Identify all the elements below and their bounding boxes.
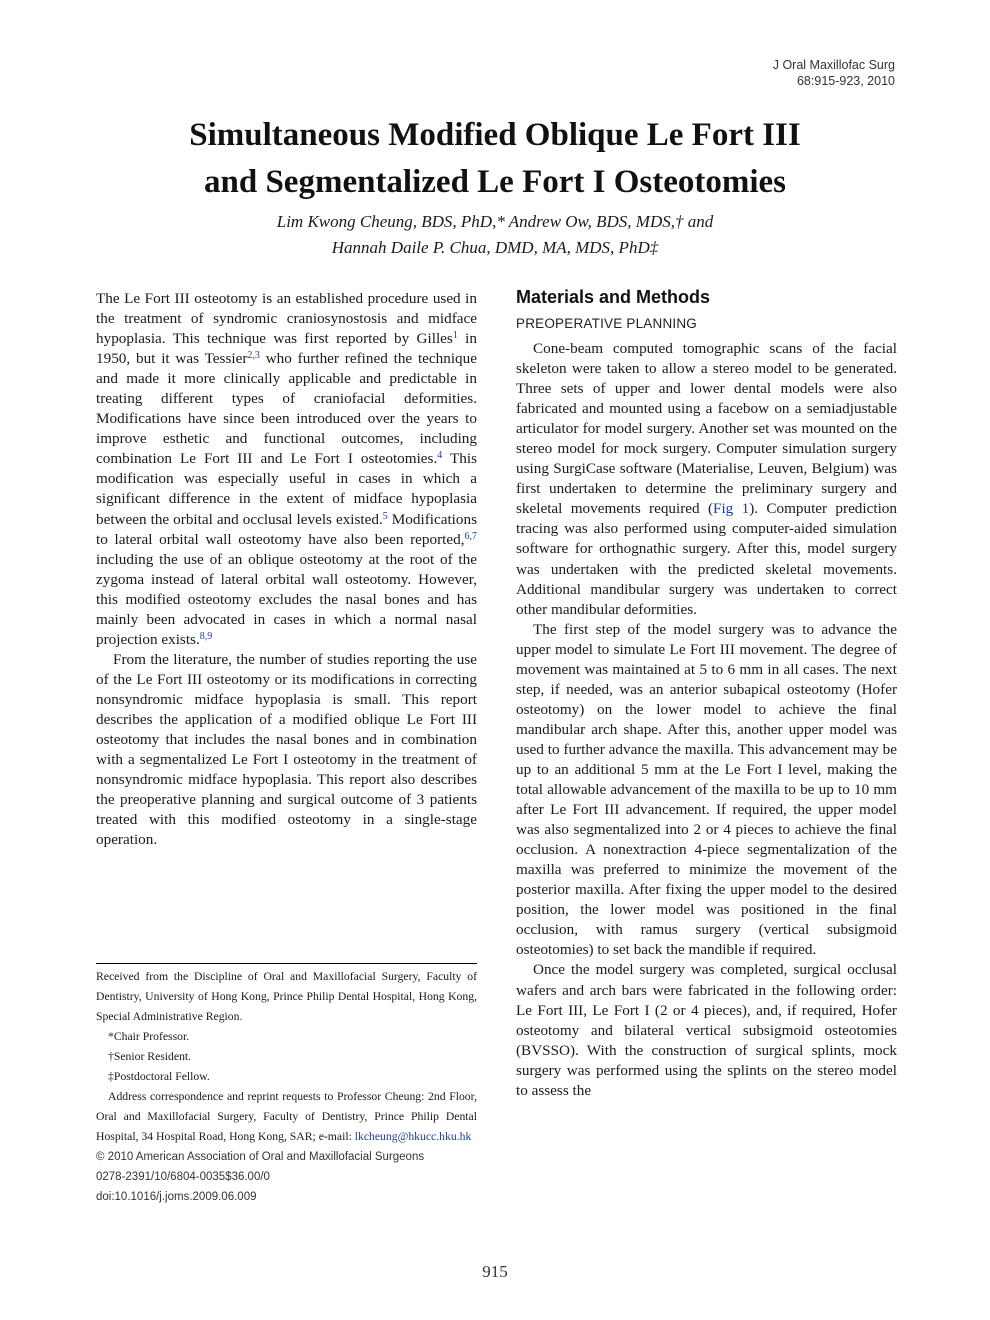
right-column xyxy=(516,285,897,1101)
citation-ref[interactable]: 6,7 xyxy=(464,530,477,542)
section-heading: Materials and Methods xyxy=(516,287,711,307)
text-run: Once the model surgery was completed, surgical occlusal wafers and arch bars were fabricated in the following order: Le Fort III, Le Fort I (2 or 4 pieces), and, if required, Hofer osteotomy and bilateral vertical subsigmoid osteotomies (BVSSO). With the construction of surgical splints, mock surgery was performed using the splints on the stereo model to assess the xyxy=(516,961,897,1099)
journal-volume-pages: 68:915-923, 2010 xyxy=(796,74,895,88)
text-run: ). Computer prediction tracing was also performed using computer-aided simulation software for orthognathic surgery. After this, model surgery was undertaken with the predicted skeletal movements. Additional mandibular surgery was undertaken to correct other mandibular deformities. xyxy=(516,500,897,618)
methods-paragraph-1 xyxy=(516,339,897,620)
journal-name: J Oral Maxillofac Surg xyxy=(772,58,895,72)
citation-ref[interactable]: 2,3 xyxy=(247,350,260,362)
email-link[interactable]: lkcheung@hkucc.hku.hk xyxy=(354,1130,472,1143)
copyright-line: © 2010 American Association of Oral and Maxillofacial Surgeons xyxy=(96,1151,425,1163)
citation-ref[interactable]: 4 xyxy=(437,450,443,462)
footnote-chair: *Chair Professor. xyxy=(108,1030,190,1043)
footnote-postdoc: ‡Postdoctoral Fellow. xyxy=(108,1070,210,1083)
citation-ref[interactable]: 1 xyxy=(452,330,458,342)
footnote-address xyxy=(96,1087,477,1147)
left-column xyxy=(96,289,477,850)
article-title xyxy=(60,112,930,206)
footnote-received: Received from the Discipline of Oral and Maxillofacial Surgery, Faculty of Dentistry, University of Hong Kong, Prince Philip Dental Hospital, Hong Kong, Special Administrative Region. xyxy=(96,970,477,1023)
text-run: From the literature, the number of studies reporting the use of the Le Fort III osteotomy or its modifications in correcting nonsyndromic midface hypoplasia is small. This report describes the application of a modified oblique Le Fort III osteotomy that includes the nasal bones and in combination with a segmentalized Le Fort I osteotomy in the treatment of nonsyndromic midface hypoplasia. This report also describes the preoperative planning and surgical outcome of 3 patients treated with this modified osteotomy in a single-stage operation. xyxy=(96,650,477,849)
text-run: in 1950, but it was Tessier xyxy=(96,330,477,368)
text-run: Cone-beam computed tomographic scans of the facial skeleton were taken to allow a stereo model to be generated. Three sets of upper and lower dental models were also fabricated and mounted using a facebow on a semiadjustable articulator for model surgery. Another set was mounted on the stereo model for mock surgery. Computer simulation surgery using SurgiCase software (Materialise, Leuven, Belgium) was first undertaken to determine the preliminary surgery and skeletal movements required ( xyxy=(516,340,897,518)
address-text: Address correspondence and reprint requests to Professor Cheung: 2nd Floor, Oral and Maxillofacial Surgery, Faculty of Dentistry, Prince Philip Dental Hospital, 34 Hospital Road, Hong Kong, SAR; e-mail: xyxy=(96,1090,477,1143)
methods-paragraph-3 xyxy=(516,960,897,1100)
authors-line-1: Lim Kwong Cheung, BDS, PhD,* Andrew Ow, BDS, MDS,† and xyxy=(276,212,714,231)
figure-link[interactable]: Fig 1 xyxy=(713,500,750,518)
authors-line-2: Hannah Daile P. Chua, DMD, MA, MDS, PhD‡ xyxy=(331,238,659,257)
intro-paragraph-1 xyxy=(96,289,477,650)
subsection-heading: PREOPERATIVE PLANNING xyxy=(516,316,697,331)
journal-reference xyxy=(773,57,895,89)
page-number: 915 xyxy=(482,1262,508,1281)
citation-ref[interactable]: 8,9 xyxy=(199,630,213,642)
footnote-senior: †Senior Resident. xyxy=(108,1050,192,1063)
text-run: The first step of the model surgery was to advance the upper model to simulate Le Fort III movement. The degree of movement was maintained at 5 to 6 mm in all cases. The next step, if needed, was an anterior subapical osteotomy (Hofer osteotomy) on the lower model to achieve the final mandibular arch shape. After this, another upper model was used to further advance the maxilla. This advancement may be up to an additional 5 mm at the Le Fort I level, making the total allowable advancement of the maxilla to be up to 10 mm after Le Fort III advancement. If required, the upper model was also segmentalized into 2 or 4 pieces to achieve the final occlusion. A nonextraction 4-piece segmentalization of the maxilla was preferred to minimize the movement of the posterior maxilla. After fixing the upper model to the desired position, the lower model was positioned in the final occlusion, with ramus surgery (vertical subsigmoid osteotomies) to set back the mandible if required. xyxy=(516,620,897,959)
text-run: including the use of an oblique osteotomy at the root of the zygoma instead of lateral orbital wall osteotomy. However, this modified osteotomy excludes the nasal bones and has mainly been advocated in cases in which a normal nasal projection exists. xyxy=(96,550,477,648)
text-run: The Le Fort III osteotomy is an established procedure used in the treatment of syndromic craniosynostosis and midface hypoplasia. This technique was first reported by Gilles xyxy=(96,290,477,348)
text-run: who further refined the technique and made it more clinically applicable and predictable in treating different types of craniofacial deformities. Modifications have since been introduced over the years to improve esthetic and functional outcomes, including combination Le Fort III and Le Fort I osteotomies. xyxy=(96,350,477,468)
author-list xyxy=(60,209,930,261)
doi-line: doi:10.1016/j.joms.2009.06.009 xyxy=(96,1191,257,1203)
title-line-1: Simultaneous Modified Oblique Le Fort III xyxy=(189,117,801,153)
footnotes xyxy=(96,963,477,1207)
title-line-2: and Segmentalized Le Fort I Osteotomies xyxy=(204,164,786,200)
text-run: This modification was especially useful in cases in which a significant difference in the extent of midface hypoplasia between the orbital and occlusal levels existed. xyxy=(96,450,477,528)
citation-ref[interactable]: 5 xyxy=(382,510,388,522)
issn-line: 0278-2391/10/6804-0035$36.00/0 xyxy=(96,1171,270,1183)
methods-paragraph-2 xyxy=(516,620,897,961)
intro-paragraph-2 xyxy=(96,650,477,850)
text-run: Modifications to lateral orbital wall osteotomy have also been reported, xyxy=(96,510,477,548)
